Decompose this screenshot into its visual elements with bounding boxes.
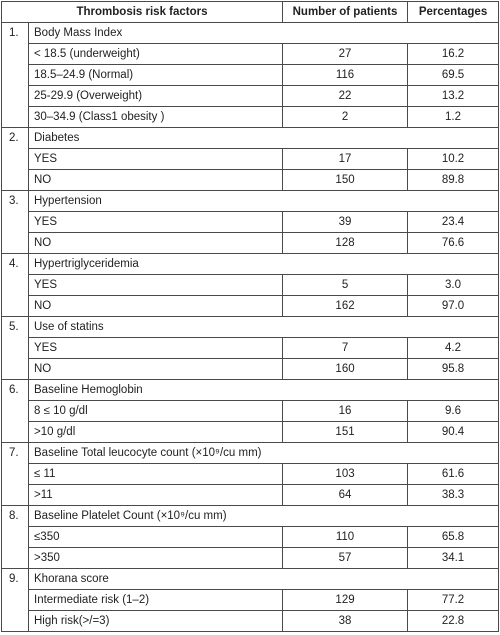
table-body (2, 23, 499, 632)
row-patients: 162 (283, 296, 408, 317)
row-label: 30–34.9 (Class1 obesity ) (29, 107, 283, 128)
row-percent: 95.8 (408, 359, 499, 380)
group-title-row (2, 443, 499, 464)
row-label: >10 g/dl (29, 422, 283, 443)
row-label: >350 (29, 548, 283, 569)
row-patients: 57 (283, 548, 408, 569)
row-label: >11 (29, 485, 283, 506)
row-label: NO (29, 233, 283, 254)
row-percent: 16.2 (408, 44, 499, 65)
row-patients: 160 (283, 359, 408, 380)
table-row (2, 401, 499, 422)
row-patients: 27 (283, 44, 408, 65)
row-label: 8 ≤ 10 g/dl (29, 401, 283, 422)
row-label: ≤ 11 (29, 464, 283, 485)
group-title: Hypertension (29, 191, 499, 212)
group-title-row (2, 380, 499, 401)
group-index: 8. (2, 506, 29, 569)
row-patients: 150 (283, 170, 408, 191)
group-title-row (2, 506, 499, 527)
row-label: YES (29, 275, 283, 296)
group-index: 4. (2, 254, 29, 317)
row-patients: 151 (283, 422, 408, 443)
row-label: < 18.5 (underweight) (29, 44, 283, 65)
row-patients: 17 (283, 149, 408, 170)
group-index: 5. (2, 317, 29, 380)
row-patients: 116 (283, 65, 408, 86)
row-label: 18.5–24.9 (Normal) (29, 65, 283, 86)
header-patients: Number of patients (283, 2, 408, 23)
group-title: Khorana score (29, 569, 499, 590)
group-title-row (2, 23, 499, 44)
row-percent: 1.2 (408, 107, 499, 128)
group-title: Hypertriglyceridemia (29, 254, 499, 275)
table-row (2, 275, 499, 296)
row-percent: 61.6 (408, 464, 499, 485)
table-row (2, 296, 499, 317)
row-percent: 4.2 (408, 338, 499, 359)
table-row (2, 590, 499, 611)
row-percent: 23.4 (408, 212, 499, 233)
row-label: 25-29.9 (Overweight) (29, 86, 283, 107)
row-patients: 39 (283, 212, 408, 233)
table-row (2, 548, 499, 569)
row-patients: 103 (283, 464, 408, 485)
row-percent: 97.0 (408, 296, 499, 317)
row-label: YES (29, 338, 283, 359)
group-title: Body Mass Index (29, 23, 499, 44)
row-patients: 16 (283, 401, 408, 422)
header-factor: Thrombosis risk factors (2, 2, 283, 23)
row-percent: 89.8 (408, 170, 499, 191)
row-percent: 77.2 (408, 590, 499, 611)
table-row (2, 44, 499, 65)
row-percent: 3.0 (408, 275, 499, 296)
header-percent: Percentages (408, 2, 499, 23)
group-index: 3. (2, 191, 29, 254)
group-index: 7. (2, 443, 29, 506)
row-percent: 9.6 (408, 401, 499, 422)
group-title-row (2, 254, 499, 275)
table-row (2, 149, 499, 170)
table-row (2, 422, 499, 443)
group-index: 2. (2, 128, 29, 191)
group-title: Baseline Platelet Count (×10⁹/cu mm) (29, 506, 499, 527)
group-title: Baseline Hemoglobin (29, 380, 499, 401)
table-row (2, 464, 499, 485)
row-label: Intermediate risk (1–2) (29, 590, 283, 611)
table-row (2, 233, 499, 254)
table-row (2, 65, 499, 86)
group-index: 9. (2, 569, 29, 632)
row-patients: 38 (283, 611, 408, 632)
row-percent: 76.6 (408, 233, 499, 254)
row-percent: 38.3 (408, 485, 499, 506)
group-index: 1. (2, 23, 29, 128)
row-percent: 22.8 (408, 611, 499, 632)
table-row (2, 170, 499, 191)
header-row (2, 2, 499, 23)
row-label: NO (29, 170, 283, 191)
row-percent: 90.4 (408, 422, 499, 443)
row-patients: 2 (283, 107, 408, 128)
row-patients: 129 (283, 590, 408, 611)
row-percent: 13.2 (408, 86, 499, 107)
row-patients: 7 (283, 338, 408, 359)
group-title: Use of statins (29, 317, 499, 338)
row-percent: 65.8 (408, 527, 499, 548)
table-row (2, 611, 499, 632)
table-row (2, 107, 499, 128)
row-label: YES (29, 212, 283, 233)
row-label: NO (29, 296, 283, 317)
row-patients: 64 (283, 485, 408, 506)
row-patients: 5 (283, 275, 408, 296)
group-title-row (2, 569, 499, 590)
group-title: Diabetes (29, 128, 499, 149)
table-row (2, 212, 499, 233)
row-label: High risk(>/=3) (29, 611, 283, 632)
table-row (2, 338, 499, 359)
row-patients: 110 (283, 527, 408, 548)
row-percent: 69.5 (408, 65, 499, 86)
table-row (2, 359, 499, 380)
group-title-row (2, 191, 499, 212)
row-percent: 34.1 (408, 548, 499, 569)
group-index: 6. (2, 380, 29, 443)
group-title-row (2, 128, 499, 149)
risk-factor-table (1, 1, 499, 632)
row-label: ≤350 (29, 527, 283, 548)
row-percent: 10.2 (408, 149, 499, 170)
group-title: Baseline Total leucocyte count (×10⁹/cu mm) (29, 443, 499, 464)
row-patients: 128 (283, 233, 408, 254)
row-patients: 22 (283, 86, 408, 107)
row-label: YES (29, 149, 283, 170)
table-row (2, 485, 499, 506)
group-title-row (2, 317, 499, 338)
table-row (2, 86, 499, 107)
row-label: NO (29, 359, 283, 380)
table-row (2, 527, 499, 548)
